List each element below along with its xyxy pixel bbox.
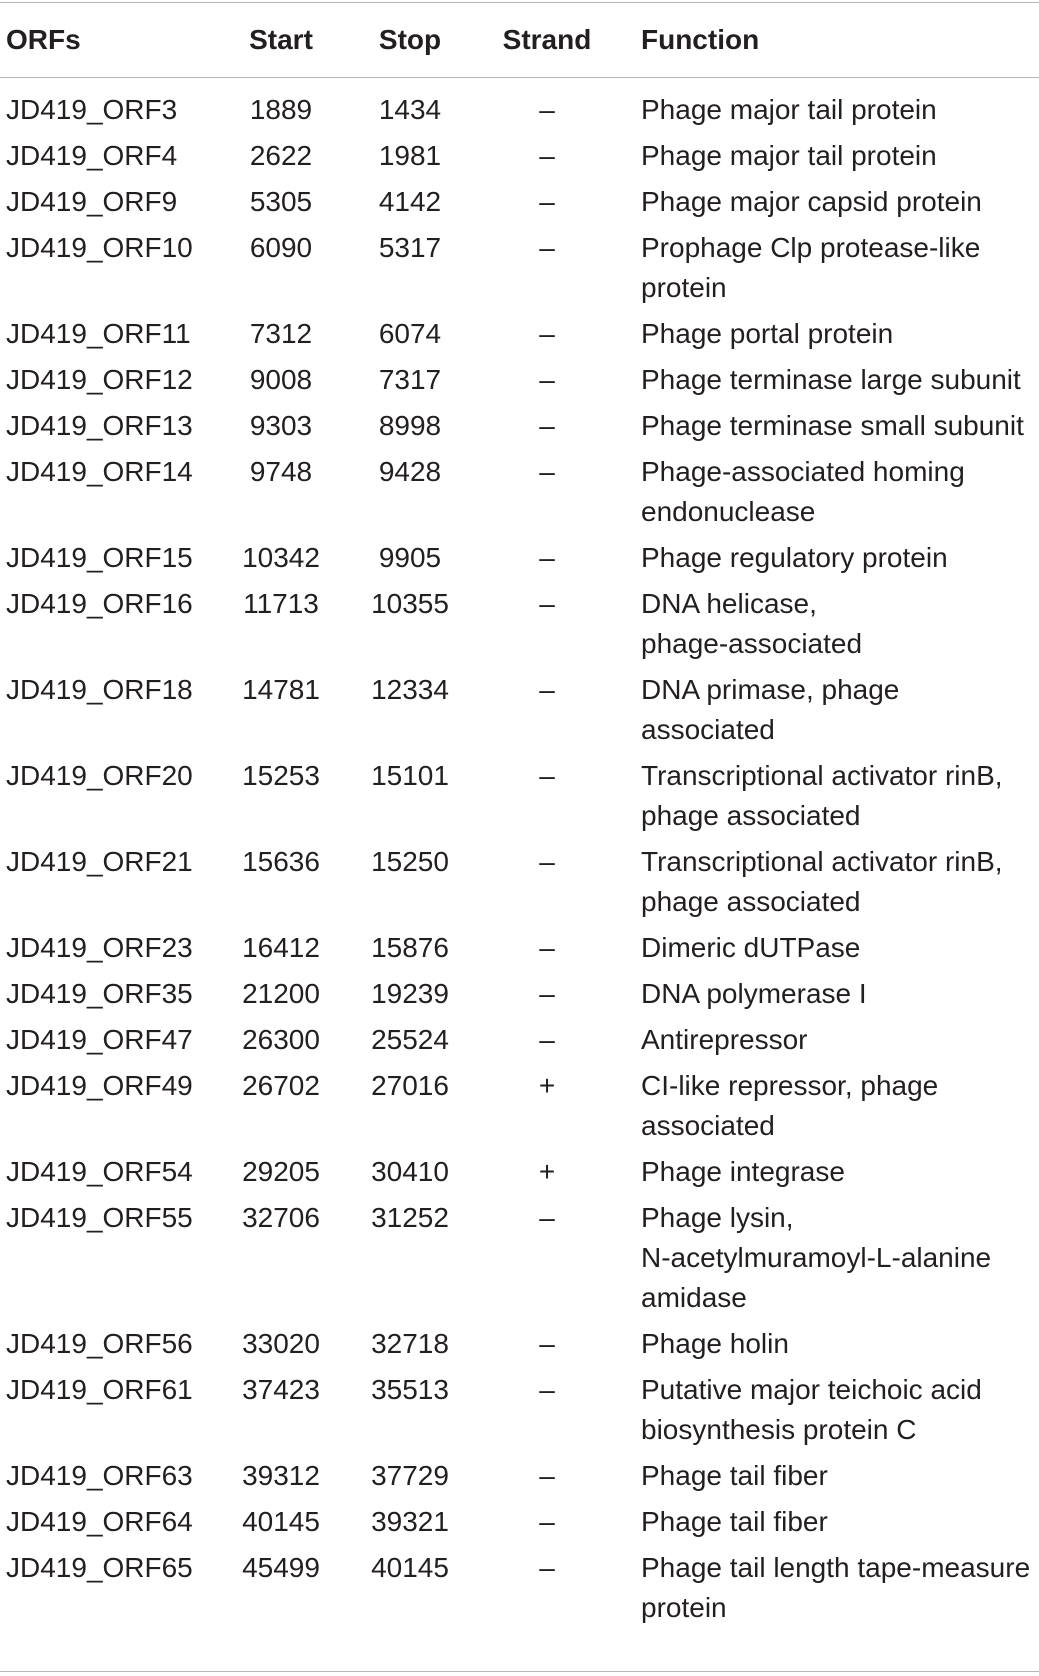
stop-cell: 25524 [371, 1024, 449, 1055]
orf-cell: JD419_ORF63 [6, 1460, 193, 1491]
table-header [0, 16, 1039, 66]
orf-cell: JD419_ORF65 [6, 1552, 193, 1583]
strand-cell: – [539, 932, 555, 963]
function-line: Phage major capsid protein [641, 186, 982, 217]
function-cell [641, 756, 1003, 836]
strand-cell: – [539, 978, 555, 1009]
stop-cell: 37729 [371, 1460, 449, 1491]
start-cell: 11713 [243, 588, 319, 619]
function-line: Phage lysin, [641, 1202, 794, 1233]
start-cell: 5305 [249, 186, 313, 217]
function-cell [641, 182, 982, 222]
stop-cell: 35513 [371, 1374, 449, 1405]
function-line: phage associated [641, 800, 861, 831]
orf-cell: JD419_ORF15 [6, 542, 193, 573]
table-row [0, 1020, 1039, 1066]
orf-cell: JD419_ORF18 [6, 674, 193, 705]
orf-cell: JD419_ORF13 [6, 410, 193, 441]
function-line: DNA primase, phage [641, 674, 900, 705]
table-top-rule [0, 2, 1039, 3]
function-line: DNA polymerase I [641, 978, 867, 1009]
function-cell [641, 1066, 938, 1146]
orf-cell: JD419_ORF64 [6, 1506, 193, 1537]
stop-cell: 19239 [371, 978, 449, 1009]
function-line: amidase [641, 1282, 747, 1313]
table-body [0, 90, 1039, 1634]
function-line: Phage major tail protein [641, 140, 937, 171]
stop-cell: 8998 [378, 410, 442, 441]
orf-cell: JD419_ORF55 [6, 1202, 193, 1233]
start-cell: 10342 [242, 542, 320, 573]
table-row [0, 1456, 1039, 1502]
function-line: Transcriptional activator rinB, [641, 846, 1003, 877]
function-cell [641, 1324, 789, 1364]
start-cell: 7312 [249, 318, 313, 349]
start-cell: 32706 [242, 1202, 320, 1233]
start-cell: 14781 [242, 674, 320, 705]
table-row [0, 1502, 1039, 1548]
stop-cell: 5317 [378, 232, 442, 263]
function-line: Antirepressor [641, 1024, 808, 1055]
table-row [0, 842, 1039, 928]
orf-cell: JD419_ORF10 [6, 232, 193, 263]
stop-cell: 30410 [371, 1156, 449, 1187]
function-line: Transcriptional activator rinB, [641, 760, 1003, 791]
orf-cell: JD419_ORF4 [6, 140, 178, 171]
strand-cell: – [539, 364, 555, 395]
function-cell [641, 538, 948, 578]
orf-cell: JD419_ORF54 [6, 1156, 193, 1187]
strand-cell: – [539, 318, 555, 349]
orf-cell: JD419_ORF47 [6, 1024, 193, 1055]
strand-cell: – [539, 1460, 555, 1491]
orf-cell: JD419_ORF21 [6, 846, 193, 877]
table-row [0, 90, 1039, 136]
function-cell [641, 1020, 808, 1060]
function-cell [641, 842, 1003, 922]
start-cell: 16412 [242, 932, 320, 963]
strand-cell: – [539, 674, 555, 705]
function-line: Phage portal protein [641, 318, 894, 349]
table-row [0, 538, 1039, 584]
function-cell [641, 360, 1021, 400]
function-cell [641, 928, 860, 968]
table-row [0, 974, 1039, 1020]
function-line: Phage terminase large subunit [641, 364, 1021, 395]
start-cell: 26300 [242, 1024, 320, 1055]
function-cell [641, 1370, 982, 1450]
stop-cell: 6074 [378, 318, 442, 349]
stop-cell: 40145 [371, 1552, 449, 1583]
table-row [0, 406, 1039, 452]
header-start: Start [249, 24, 313, 55]
stop-cell: 12334 [371, 674, 449, 705]
strand-cell: – [539, 140, 555, 171]
stop-cell: 15876 [371, 932, 449, 963]
function-line: Phage-associated homing [641, 456, 965, 487]
start-cell: 15636 [242, 846, 320, 877]
function-cell [641, 228, 980, 308]
table-row [0, 670, 1039, 756]
strand-cell: – [539, 456, 555, 487]
strand-cell: – [539, 1374, 555, 1405]
table-row [0, 1548, 1039, 1634]
function-cell [641, 1198, 991, 1318]
strand-cell: – [539, 846, 555, 877]
start-cell: 21200 [242, 978, 320, 1009]
stop-cell: 1981 [378, 140, 442, 171]
orf-cell: JD419_ORF14 [6, 456, 193, 487]
stop-cell: 15250 [371, 846, 449, 877]
table-row [0, 584, 1039, 670]
stop-cell: 4142 [378, 186, 442, 217]
strand-cell: + [538, 1070, 556, 1101]
strand-cell: – [539, 588, 555, 619]
start-cell: 26702 [242, 1070, 320, 1101]
strand-cell: – [539, 542, 555, 573]
table-bottom-rule [0, 1671, 1039, 1672]
function-line: associated [641, 1110, 775, 1141]
function-line: associated [641, 714, 775, 745]
function-line: protein [641, 1592, 727, 1623]
function-line: N-acetylmuramoyl-L-alanine [641, 1242, 992, 1273]
function-cell [641, 136, 937, 176]
function-cell [641, 670, 899, 750]
orf-cell: JD419_ORF12 [6, 364, 193, 395]
header-stop: Stop [378, 24, 442, 55]
header-strand: Strand [502, 24, 592, 55]
start-cell: 37423 [242, 1374, 320, 1405]
start-cell: 29205 [242, 1156, 320, 1187]
function-line: Phage terminase small subunit [641, 410, 1024, 441]
function-line: Phage major tail protein [641, 94, 937, 125]
stop-cell: 10355 [371, 588, 449, 619]
table-row [0, 182, 1039, 228]
strand-cell: – [539, 760, 555, 791]
stop-cell: 15101 [371, 760, 449, 791]
function-cell [641, 406, 1024, 446]
function-line: Phage tail fiber [641, 1460, 828, 1491]
orf-cell: JD419_ORF16 [6, 588, 193, 619]
function-line: Phage regulatory protein [641, 542, 948, 573]
orf-cell: JD419_ORF3 [6, 94, 178, 125]
table-row [0, 1370, 1039, 1456]
function-line: phage associated [641, 886, 861, 917]
function-cell [641, 584, 862, 664]
function-line: endonuclease [641, 496, 816, 527]
function-line: protein [641, 272, 727, 303]
start-cell: 9008 [249, 364, 313, 395]
function-line: Dimeric dUTPase [641, 932, 861, 963]
orf-cell: JD419_ORF49 [6, 1070, 193, 1101]
function-line: CI-like repressor, phage [641, 1070, 939, 1101]
orf-cell: JD419_ORF61 [6, 1374, 193, 1405]
function-line: Prophage Clp protease-like [641, 232, 981, 263]
function-cell [641, 1152, 845, 1192]
table-row [0, 136, 1039, 182]
strand-cell: – [539, 1202, 555, 1233]
stop-cell: 7317 [378, 364, 442, 395]
function-line: Phage holin [641, 1328, 789, 1359]
strand-cell: – [539, 186, 555, 217]
header-function: Function [641, 24, 760, 55]
function-line: DNA helicase, [641, 588, 817, 619]
orf-cell: JD419_ORF35 [6, 978, 193, 1009]
strand-cell: – [539, 232, 555, 263]
start-cell: 40145 [242, 1506, 320, 1537]
strand-cell: – [539, 1552, 555, 1583]
start-cell: 9748 [249, 456, 313, 487]
stop-cell: 27016 [371, 1070, 449, 1101]
table-row [0, 452, 1039, 538]
start-cell: 33020 [242, 1328, 320, 1359]
function-cell [641, 974, 867, 1014]
start-cell: 2622 [249, 140, 313, 171]
table-row [0, 756, 1039, 842]
orf-cell: JD419_ORF11 [6, 318, 191, 349]
table-row [0, 1152, 1039, 1198]
function-line: Phage integrase [641, 1156, 845, 1187]
stop-cell: 31252 [371, 1202, 449, 1233]
strand-cell: – [539, 1024, 555, 1055]
function-cell [641, 1456, 828, 1496]
table-row [0, 314, 1039, 360]
start-cell: 45499 [242, 1552, 320, 1583]
function-line: Putative major teichoic acid [641, 1374, 982, 1405]
orf-cell: JD419_ORF23 [6, 932, 193, 963]
function-cell [641, 314, 893, 354]
table-row [0, 1066, 1039, 1152]
function-line: phage-associated [641, 628, 863, 659]
function-cell [641, 1548, 1030, 1628]
table-row [0, 228, 1039, 314]
stop-cell: 39321 [371, 1506, 449, 1537]
function-line: biosynthesis protein C [641, 1414, 917, 1445]
orf-cell: JD419_ORF20 [6, 760, 193, 791]
stop-cell: 32718 [371, 1328, 449, 1359]
start-cell: 1889 [249, 94, 313, 125]
orf-cell: JD419_ORF56 [6, 1328, 193, 1359]
stop-cell: 9428 [378, 456, 442, 487]
table-row [0, 1198, 1039, 1324]
orf-cell: JD419_ORF9 [6, 186, 178, 217]
start-cell: 9303 [249, 410, 313, 441]
stop-cell: 1434 [378, 94, 442, 125]
strand-cell: – [539, 410, 555, 441]
start-cell: 15253 [242, 760, 320, 791]
function-cell [641, 90, 937, 130]
stop-cell: 9905 [378, 542, 442, 573]
table-row [0, 1324, 1039, 1370]
function-line: Phage tail length tape-measure [641, 1552, 1031, 1583]
start-cell: 39312 [242, 1460, 320, 1491]
start-cell: 6090 [249, 232, 313, 263]
function-cell [641, 452, 965, 532]
function-line: Phage tail fiber [641, 1506, 828, 1537]
table-row [0, 928, 1039, 974]
strand-cell: + [538, 1156, 556, 1187]
header-orfs: ORFs [6, 24, 81, 55]
strand-cell: – [539, 1506, 555, 1537]
strand-cell: – [539, 1328, 555, 1359]
table-row [0, 360, 1039, 406]
strand-cell: – [539, 94, 555, 125]
header-rule [0, 77, 1039, 78]
function-cell [641, 1502, 828, 1542]
